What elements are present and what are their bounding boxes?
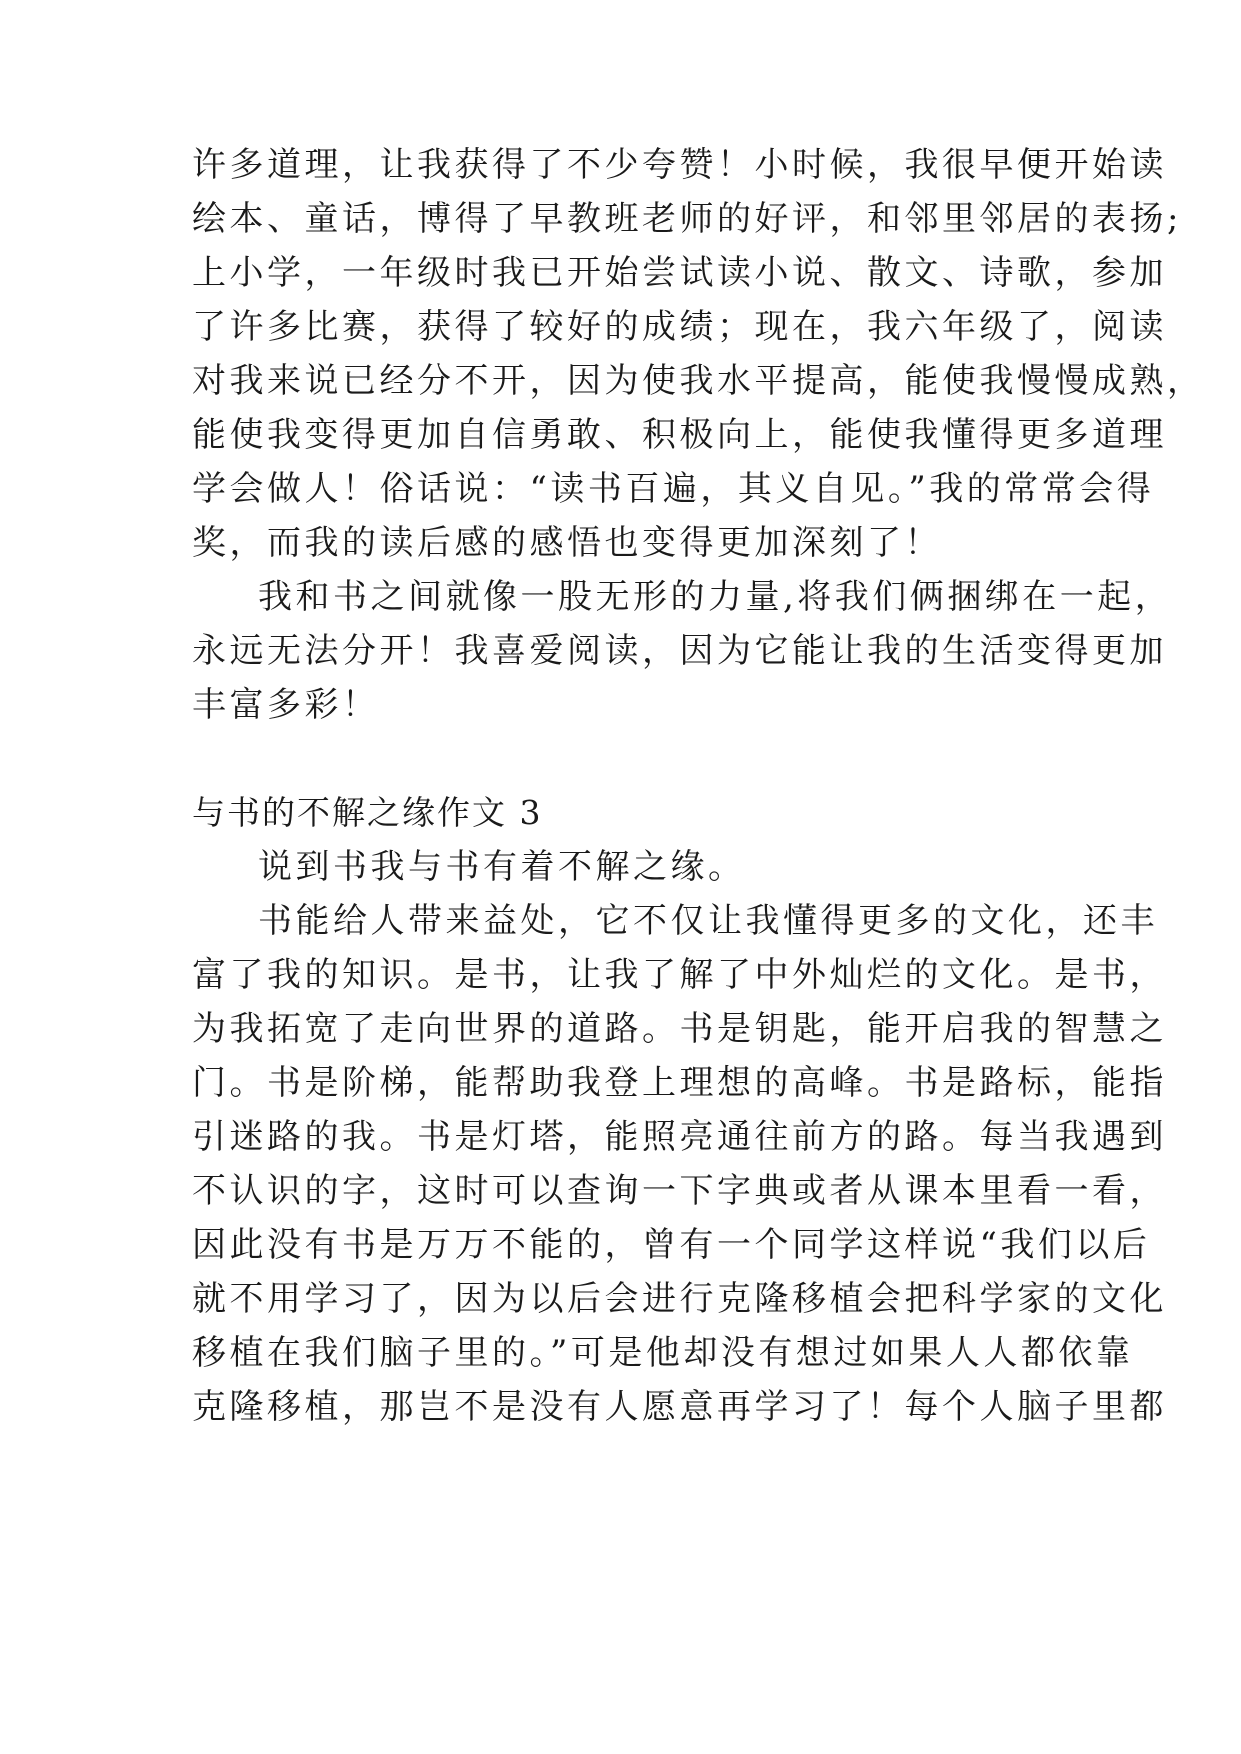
paragraph-line: 学会做人！俗话说：“读书百遍，其义自见。”我的常常会得 xyxy=(192,469,1155,509)
paragraph-line: 了许多比赛，获得了较好的成绩；现在，我六年级了，阅读 xyxy=(192,307,1167,347)
paragraph-line: 我和书之间就像一股无形的力量,将我们俩捆绑在一起， xyxy=(258,577,1173,617)
paragraph-line: 绘本、童话，博得了早教班老师的好评，和邻里邻居的表扬; xyxy=(192,199,1182,239)
paragraph-line: 永远无法分开！我喜爱阅读，因为它能让我的生活变得更加 xyxy=(192,631,1167,671)
paragraph-line: 上小学，一年级时我已开始尝试读小说、散文、诗歌，参加 xyxy=(192,253,1167,293)
paragraph-line: 为我拓宽了走向世界的道路。书是钥匙，能开启我的智慧之 xyxy=(192,1009,1167,1049)
paragraph-line: 不认识的字，这时可以查询一下字典或者从课本里看一看， xyxy=(192,1171,1167,1211)
paragraph-line: 移植在我们脑子里的。”可是他却没有想过如果人人都依靠 xyxy=(192,1333,1134,1373)
paragraph-line: 富了我的知识。是书，让我了解了中外灿烂的文化。是书， xyxy=(192,955,1167,995)
paragraph-line: 丰富多彩！ xyxy=(192,685,380,725)
paragraph-line: 书能给人带来益处，它不仅让我懂得更多的文化，还丰 xyxy=(258,901,1158,941)
paragraph-line: 引迷路的我。书是灯塔，能照亮通往前方的路。每当我遇到 xyxy=(192,1117,1167,1157)
paragraph-line: 奖，而我的读后感的感悟也变得更加深刻了！ xyxy=(192,523,942,563)
paragraph-line: 就不用学习了，因为以后会进行克隆移植会把科学家的文化 xyxy=(192,1279,1167,1319)
paragraph-line: 克隆移植，那岂不是没有人愿意再学习了！每个人脑子里都 xyxy=(192,1387,1167,1427)
section-title: 与书的不解之缘作文 3 xyxy=(192,793,543,832)
paragraph-line: 对我来说已经分不开，因为使我水平提高，能使我慢慢成熟， xyxy=(192,361,1205,401)
paragraph-line: 说到书我与书有着不解之缘。 xyxy=(258,847,746,887)
paragraph-line: 许多道理，让我获得了不少夸赞！小时候，我很早便开始读 xyxy=(192,145,1167,185)
paragraph-line: 因此没有书是万万不能的，曾有一个同学这样说“我们以后 xyxy=(192,1225,1151,1265)
paragraph-line: 门。书是阶梯，能帮助我登上理想的高峰。书是路标，能指 xyxy=(192,1063,1167,1103)
paragraph-line: 能使我变得更加自信勇敢、积极向上，能使我懂得更多道理 xyxy=(192,415,1167,455)
